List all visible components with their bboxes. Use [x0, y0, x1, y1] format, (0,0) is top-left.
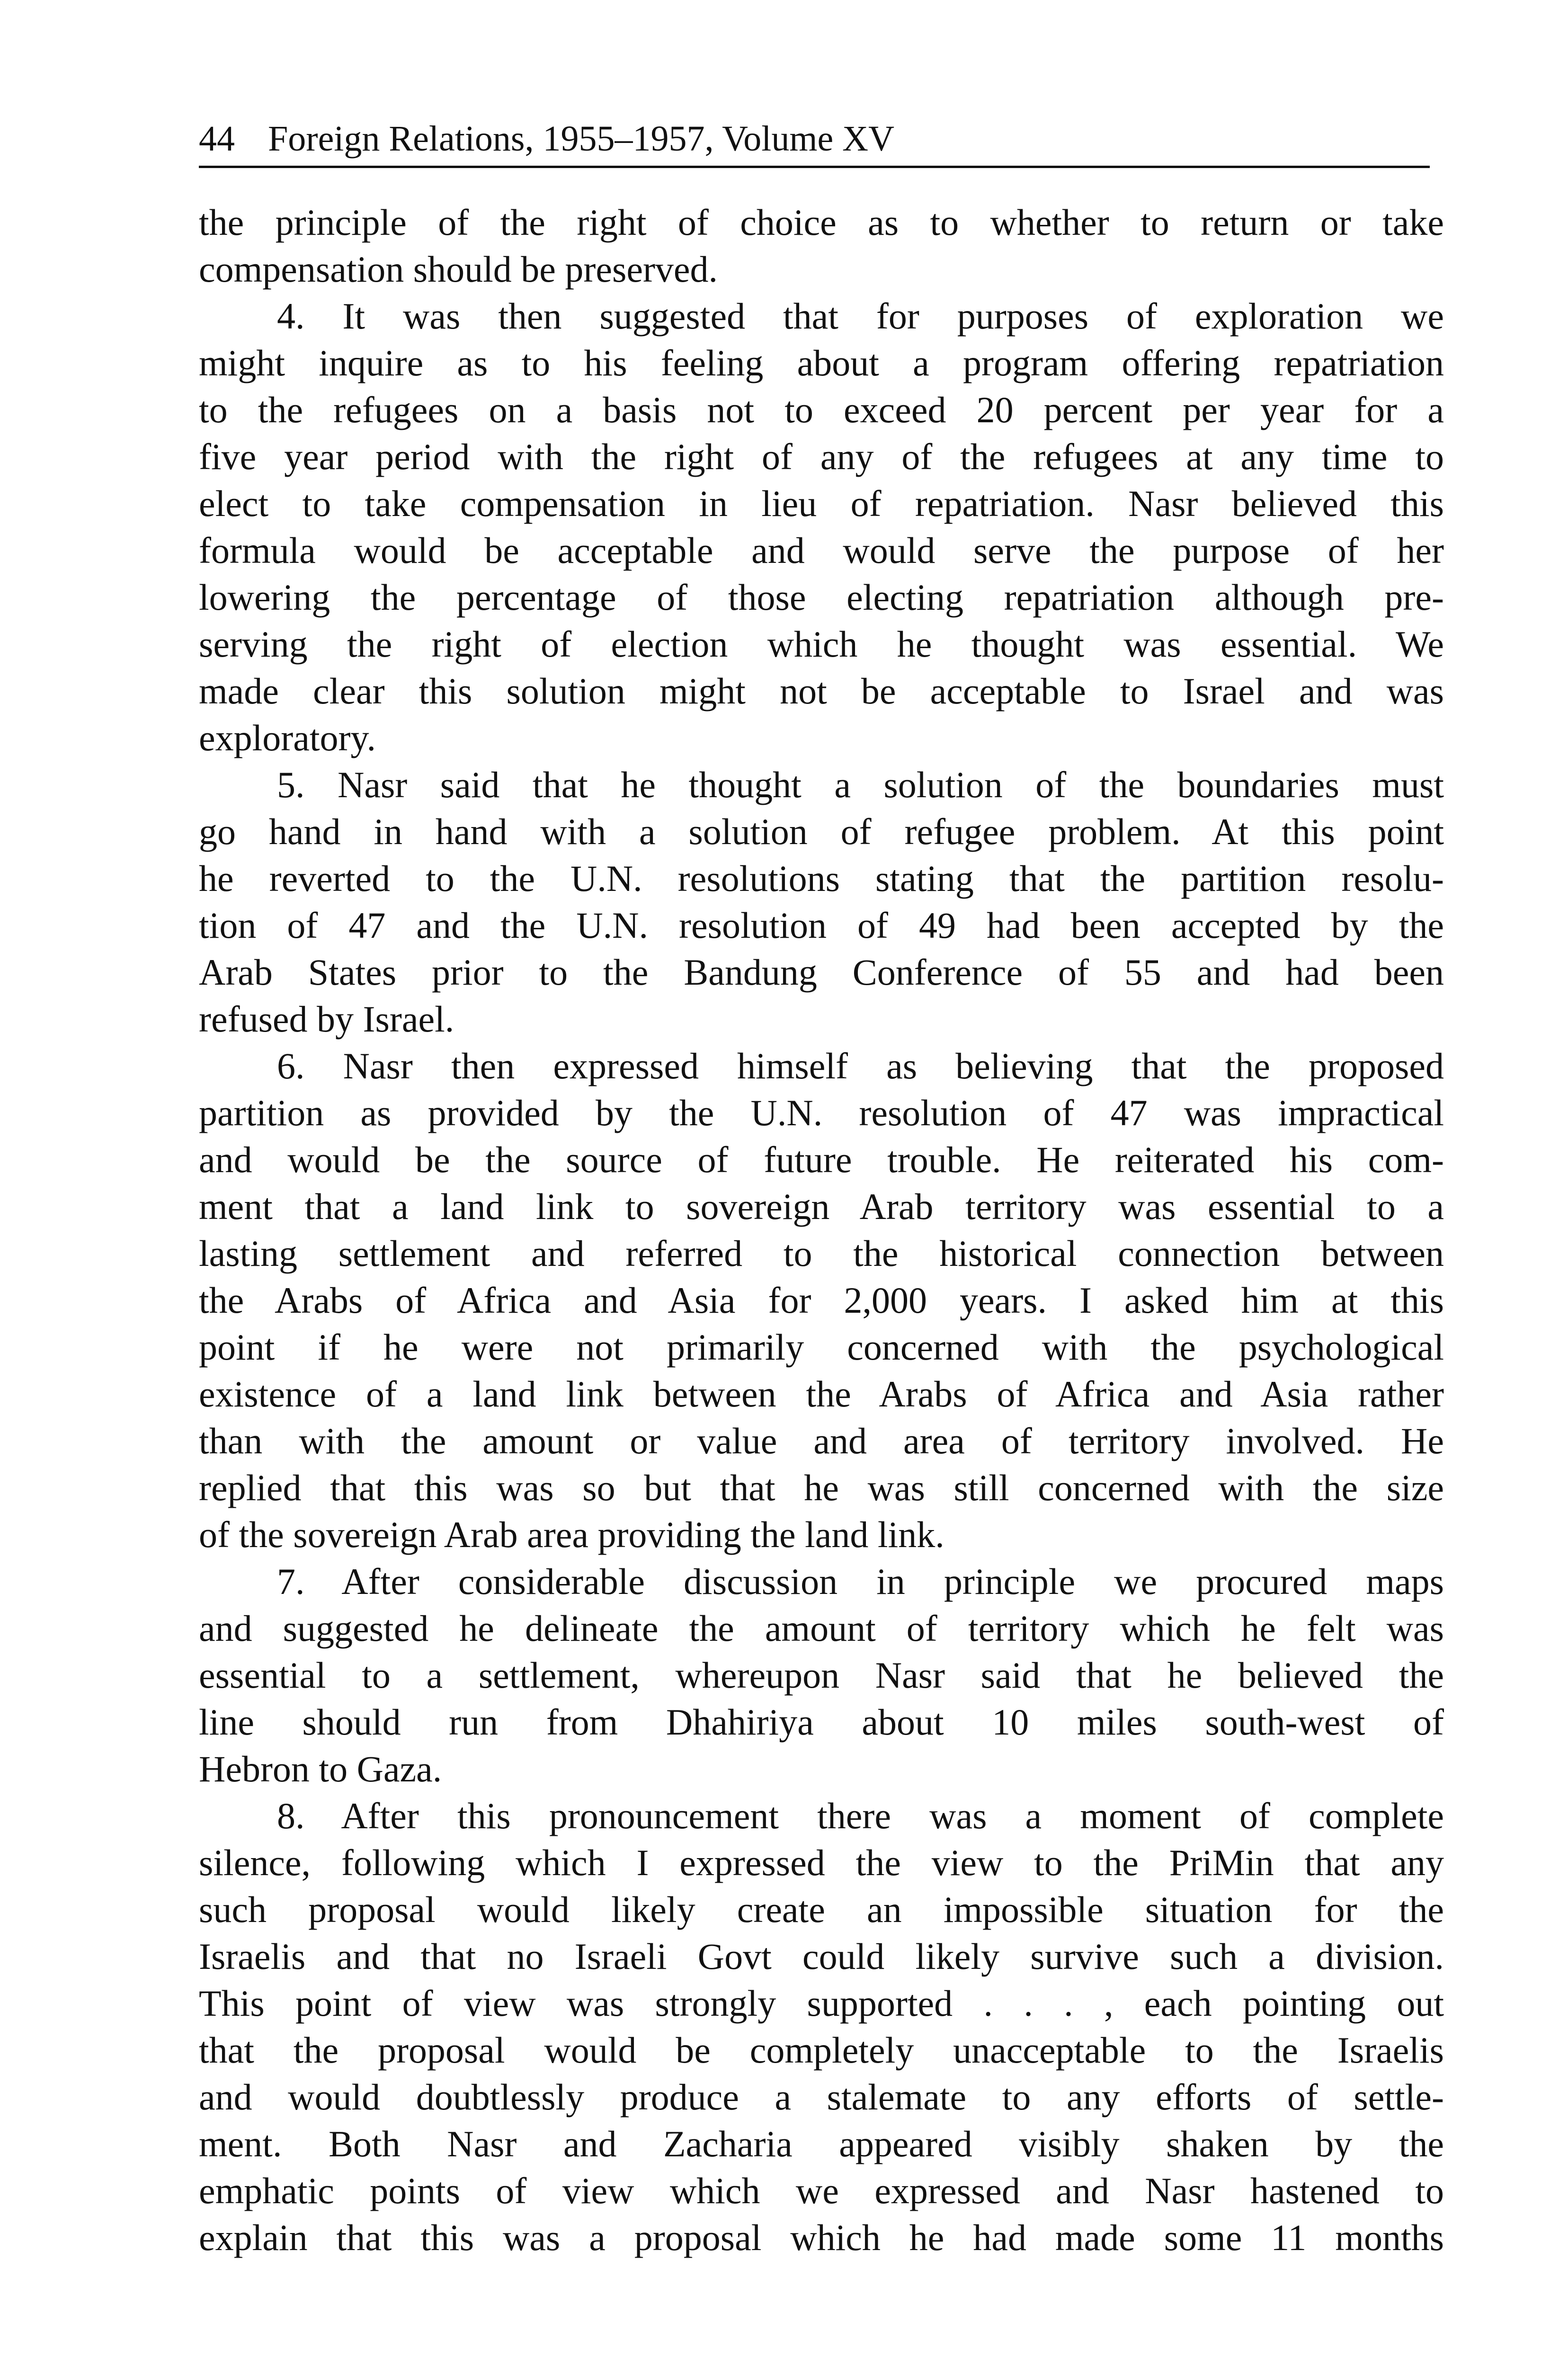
text-line: elect to take compensation in lieu of repatriation. Nasr believed this: [199, 483, 1444, 524]
paragraph-para-6: [199, 1042, 1444, 1558]
text-line: 6. Nasr then expressed himself as believing that the proposed: [277, 1045, 1444, 1086]
text-line: lasting settlement and referred to the historical connection between: [199, 1233, 1444, 1274]
paragraph-para-8: [199, 1792, 1444, 2261]
text-line: existence of a land link between the Arabs of Africa and Asia rather: [199, 1373, 1444, 1415]
text-line: essential to a settlement, whereupon Nasr said that he believed the: [199, 1655, 1444, 1696]
text-line: go hand in hand with a solution of refugee problem. At this point: [199, 811, 1444, 852]
text-line: serving the right of election which he thought was essential. We: [199, 623, 1444, 665]
text-line: ment that a land link to sovereign Arab territory was essential to a: [199, 1186, 1444, 1227]
text-line: than with the amount or value and area of territory involved. He: [199, 1420, 1444, 1461]
text-line: of the sovereign Arab area providing the land link.: [199, 1514, 944, 1555]
text-line: explain that this was a proposal which he had made some 11 months: [199, 2217, 1444, 2258]
text-line: replied that this was so but that he was still concerned with the size: [199, 1467, 1444, 1508]
text-line: exploratory.: [199, 717, 376, 758]
paragraph-continuation: [199, 199, 1444, 293]
paragraph-para-7: [199, 1558, 1444, 1792]
text-line: emphatic points of view which we expressed and Nasr hastened to: [199, 2170, 1444, 2211]
text-line: 8. After this pronouncement there was a moment of complete: [277, 1795, 1444, 1836]
body-text: [199, 199, 1444, 2261]
text-line: and would be the source of future trouble. He reiterated his com-: [199, 1139, 1444, 1180]
text-line: such proposal would likely create an impossible situation for the: [199, 1889, 1444, 1930]
text-line: line should run from Dhahiriya about 10 miles south-west of: [199, 1701, 1444, 1743]
text-line: Israelis and that no Israeli Govt could likely survive such a division.: [199, 1936, 1444, 1977]
text-line: formula would be acceptable and would serve the purpose of her: [199, 530, 1444, 571]
text-line: This point of view was strongly supported . . . , each pointing out: [199, 1983, 1444, 2024]
text-line: point if he were not primarily concerned with the psychological: [199, 1326, 1444, 1368]
text-line: tion of 47 and the U.N. resolution of 49 had been accepted by the: [199, 905, 1444, 946]
page-number: 44: [199, 119, 235, 159]
text-line: silence, following which I expressed the view to the PriMin that any: [199, 1842, 1444, 1883]
publication-title: Foreign Relations, 1955–1957, Volume XV: [268, 119, 894, 159]
text-line: 7. After considerable discussion in principle we procured maps: [277, 1561, 1444, 1602]
text-line: ment. Both Nasr and Zacharia appeared visibly shaken by the: [199, 2123, 1444, 2164]
text-line: might inquire as to his feeling about a program offering repatriation: [199, 342, 1444, 383]
text-line: made clear this solution might not be acceptable to Israel and was: [199, 670, 1444, 712]
text-line: partition as provided by the U.N. resolution of 47 was impractical: [199, 1092, 1444, 1133]
text-line: refused by Israel.: [199, 998, 454, 1040]
paragraph-para-4: [199, 293, 1444, 761]
text-line: the principle of the right of choice as to whether to return or take: [199, 202, 1444, 243]
text-line: that the proposal would be completely unacceptable to the Israelis: [199, 2029, 1444, 2071]
text-line: lowering the percentage of those electing repatriation although pre-: [199, 577, 1444, 618]
text-line: 5. Nasr said that he thought a solution of the boundaries must: [277, 764, 1444, 805]
text-line: Arab States prior to the Bandung Conference of 55 and had been: [199, 952, 1444, 993]
text-line: compensation should be preserved.: [199, 249, 718, 290]
text-line: 4. It was then suggested that for purposes of exploration we: [277, 295, 1444, 337]
text-line: the Arabs of Africa and Asia for 2,000 years. I asked him at this: [199, 1280, 1444, 1321]
text-line: Hebron to Gaza.: [199, 1748, 442, 1789]
text-line: and suggested he delineate the amount of territory which he felt was: [199, 1608, 1444, 1649]
text-line: five year period with the right of any of the refugees at any time to: [199, 436, 1444, 477]
paragraph-para-5: [199, 761, 1444, 1042]
text-line: to the refugees on a basis not to exceed 20 percent per year for a: [199, 389, 1444, 430]
text-line: and would doubtlessly produce a stalemate to any efforts of settle-: [199, 2076, 1444, 2118]
running-head: [199, 118, 1430, 168]
text-line: he reverted to the U.N. resolutions stating that the partition resolu-: [199, 858, 1444, 899]
